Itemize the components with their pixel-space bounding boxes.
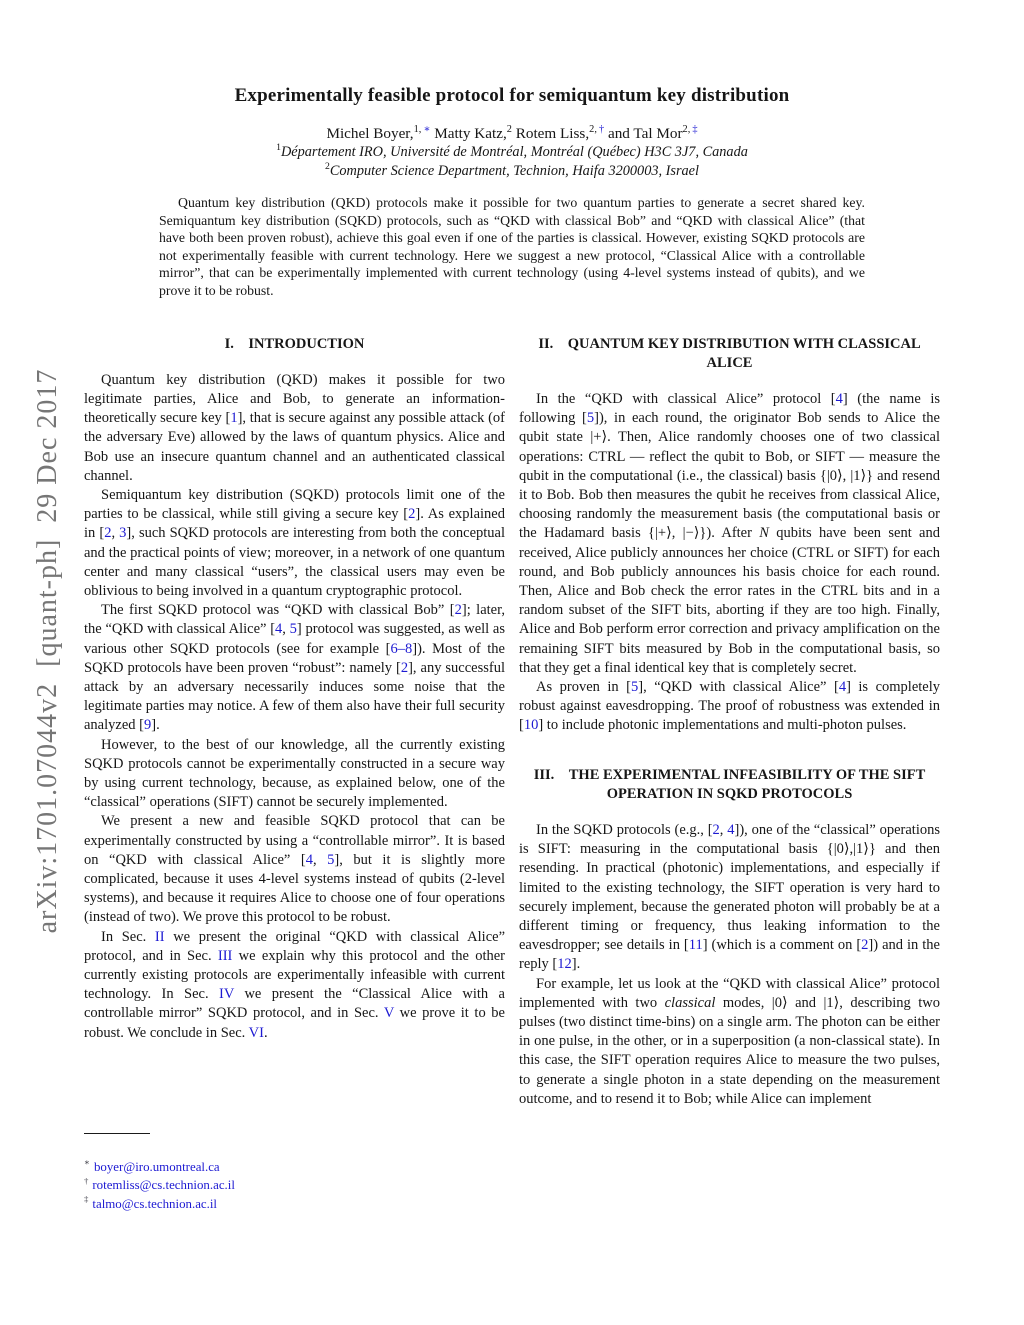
text-run: 1,	[413, 123, 424, 135]
footnote-email-3	[84, 1195, 514, 1214]
ref-link[interactable]: 2	[454, 602, 462, 619]
paragraph	[84, 812, 505, 927]
paragraph	[84, 486, 505, 601]
paragraph	[519, 821, 940, 975]
text-run: 1	[276, 142, 281, 154]
text-run: Quantum key distribution (QKD) makes it possible for two legitimate parties, Alice and Bob, to generate an information-theoretically secure key [	[84, 371, 505, 427]
ref-link[interactable]: 5	[586, 410, 595, 427]
ref-link[interactable]: †	[598, 123, 605, 135]
text-run: and Tal Mor	[604, 125, 683, 142]
text-run: we prove it to be robust. We conclude in Sec.	[84, 1005, 505, 1041]
footnote-email-1	[84, 1158, 514, 1177]
text-run: ] (the name is following [	[519, 390, 940, 427]
right-column	[519, 335, 940, 1110]
text-run: ] (which is a comment on [	[702, 937, 862, 954]
text-run: ,	[312, 851, 328, 868]
text-run: 2,	[682, 123, 693, 135]
ref-link[interactable]: 5	[327, 851, 335, 868]
ref-link[interactable]: 2	[861, 937, 869, 954]
email-link[interactable]: boyer@iro.umontreal.ca	[93, 1159, 220, 1174]
text-run: 2	[324, 161, 330, 173]
text-run: ].	[151, 717, 160, 734]
text-run: ,	[111, 525, 120, 542]
text-run: We present a new and feasible SQKD protocol that can be experimentally constructed by using a “controllable mirror”. It is based on “QKD with classical Alice” [	[84, 813, 505, 868]
footnote-rule	[84, 1133, 150, 1134]
author-line	[0, 125, 1024, 143]
ref-link[interactable]: 9	[143, 717, 152, 734]
text-run: In the “QKD with classical Alice” protocol [	[536, 390, 836, 407]
text-run: ]), in each round, the originator Bob sends to Alice the qubit state |+⟩. Then, Alice randomly chooses one of two classical operations: CTRL — reflect the qubit to Bob, or SIFT — measure the qubit in the computational (i.e., the classical) basis {|0⟩, |1⟩} and resend it to Bob. Bob then measures the qubit he receives from classical Alice, choosing randomly the measurement basis (the computational basis or the Hadamard basis {|+⟩, |−⟩}). After	[519, 410, 940, 542]
ref-link[interactable]: 1	[230, 410, 238, 427]
abstract: Quantum key distribution (QKD) protocols make it possible for two quantum parties to generate a secret shared key. Semiquantum key distribution (SQKD) protocols, such as “QKD with classical Bob” and “QKD with classical Alice” (that have both been proven robust), achieve this goal even if one of the parties is classical. However, existing SQKD protocols are not experimentally feasible with current technology. Here we suggest a new protocol, “Classical Alice with a controllable mirror”, that can be experimentally implemented with current technology (using 4-level systems instead of qubits), and we prove it to be robust.	[159, 195, 865, 298]
text-run: .	[263, 1024, 268, 1041]
text-run: ]; later, the “QKD with classical Alice” [	[84, 602, 505, 638]
left-column	[84, 335, 505, 1110]
ref-link[interactable]: ‡	[692, 123, 698, 135]
text-run: Semiquantum key distribution (SQKD) protocols limit one of the parties to be classical, while still giving a secure key [	[84, 486, 505, 523]
ref-link[interactable]: III	[217, 947, 233, 964]
text-run: we present the “Classical Alice with a controllable mirror” SQKD protocol, and in Sec.	[84, 986, 505, 1022]
ref-link[interactable]: 2	[712, 822, 720, 839]
text-run: In the SQKD protocols (e.g., [	[536, 822, 713, 839]
text-run: The first SQKD protocol was “QKD with classical Bob” [	[101, 602, 455, 619]
text-run: ,	[282, 621, 290, 638]
ref-link[interactable]: 4	[838, 679, 847, 696]
email-link[interactable]: talmo@cs.technion.ac.il	[92, 1196, 218, 1211]
text-run: ], but it is slightly more complicated, because it uses 4-level systems instead of qubits (2-level systems), and because it requires Alice to choose one of four operations (instead of two). We prove this protocol to be robust.	[84, 851, 506, 926]
ref-link[interactable]: 10	[523, 717, 539, 734]
text-run: Matty Katz,	[430, 125, 507, 142]
paragraph	[84, 736, 505, 813]
ref-link[interactable]: 4	[305, 851, 313, 868]
text-run: ]). Most of the SQKD protocols have been proven “robust”: namely [	[84, 640, 505, 676]
text-run: Michel Boyer,	[326, 125, 414, 142]
text-run: 2	[506, 123, 512, 135]
section-heading-introduction: I. INTRODUCTION	[224, 335, 365, 352]
text-run: we present the original “QKD with classical Alice” protocol, and in Sec.	[84, 928, 506, 964]
paragraph	[84, 928, 505, 1043]
affiliation-2	[0, 162, 1024, 181]
paper-header	[0, 0, 1024, 300]
text-run: modes, |0⟩ and |1⟩, describing two pulses (two distinct time-bins) on a single arm. The photon can be either in one pulse, in the other, or in a superposition (a non-classical state). In this case, the SIFT operation requires Alice to measure the two pulses, to generate a single photon in a state depending on the measurement outcome, and to resend it to Bob; while Alice can implement	[519, 994, 940, 1107]
text-run: As proven in [	[536, 679, 631, 696]
text-run: ]) and in the reply [	[519, 937, 940, 973]
section-heading-sift-infeasibility: III. THE EXPERIMENTAL INFEASIBILITY OF THE SIFT OPERATION IN SQKD PROTOCOLS	[533, 766, 926, 802]
footnote-symbol: ‡	[84, 1194, 89, 1205]
text-run: ], that is secure against any possible attack (of the adversary Eve) allowed by the laws of quantum physics. Alice and Bob use an insecure quantum channel and an authenticated classical channel.	[84, 410, 505, 484]
footnotes	[84, 1133, 514, 1214]
text-run: In Sec.	[101, 928, 155, 945]
affiliations	[0, 143, 1024, 181]
ref-link[interactable]: 2	[104, 525, 112, 542]
footnote-email-2	[84, 1176, 514, 1195]
section-heading-qkd-classical-alice: II. QUANTUM KEY DISTRIBUTION WITH CLASSICAL ALICE	[538, 335, 921, 371]
ref-link[interactable]: IV	[218, 986, 235, 1003]
text-run: Computer Science Department, Technion, Haifa 3200003, Israel	[329, 163, 700, 179]
text-run: Rotem Liss,	[511, 125, 590, 142]
text-run: ], any successful attack by an adversary necessarily induces some noise that the legitimate parties may notice. A few of them also have their full security analyzed [	[84, 659, 505, 734]
text-run: ], such SQKD protocols are interesting from both the conceptual and the practical points of view; moreover, in a network of one quantum center and many classical “users”, the classical users may even be oblivious to being involved in a quantum cryptographic protocol.	[84, 525, 506, 599]
text-run: ,	[719, 822, 728, 839]
paragraph	[519, 390, 940, 678]
text-run: classical	[664, 994, 716, 1011]
ref-link[interactable]: 12	[557, 956, 572, 973]
ref-link[interactable]: 5	[289, 621, 297, 638]
footnote-symbol: †	[84, 1175, 89, 1186]
text-run: ], “QKD with classical Alice” [	[638, 679, 839, 696]
affiliation-1	[0, 143, 1024, 162]
ref-link[interactable]: 3	[119, 525, 127, 542]
email-link[interactable]: rotemliss@cs.technion.ac.il	[92, 1178, 235, 1192]
text-run: ]. As explained in [	[84, 506, 505, 542]
text-run: ]), one of the “classical” operations is SIFT: measuring in the computational basis {|0⟩,|1⟩} and then resending. In practical (photonic) implementations, and especially if limited to the existing technology, the SIFT operation is very hard to securely implement, because the generated photon will probably be at a different timing or frequency, thus leaking information to the eavesdropper; see details in [	[519, 822, 940, 954]
paragraph	[519, 678, 940, 736]
arxiv-watermark: arXiv:1701.07044v2 [quant-ph] 29 Dec 2017	[32, 368, 63, 934]
text-run: However, to the best of our knowledge, all the currently existing SQKD protocols cannot be experimentally constructed in a secure way by using current technology, because, as explained below, one of the “classical” operations (SIFT) cannot be securely implemented.	[84, 736, 505, 811]
ref-link[interactable]: VI	[248, 1024, 264, 1041]
paragraph	[84, 371, 505, 486]
ref-link[interactable]: II	[154, 928, 165, 945]
ref-link[interactable]: 11	[688, 937, 703, 954]
ref-link[interactable]: 4	[727, 822, 735, 839]
text-run: we explain why this protocol and the other currently existing protocols are experimentally infeasible with current technology. In Sec.	[84, 947, 505, 1003]
text-run: ].	[571, 956, 581, 973]
ref-link[interactable]: V	[383, 1005, 395, 1022]
ref-link[interactable]: 4	[275, 621, 283, 638]
text-run: ] to include photonic implementations and multi-photon pulses.	[538, 717, 907, 734]
ref-link[interactable]: 2	[408, 506, 416, 523]
two-column-body	[0, 335, 1024, 1110]
ref-link[interactable]: 2	[400, 659, 409, 676]
ref-link[interactable]: 6–8	[390, 640, 413, 657]
text-run: qubits have been sent and received, Alice publicly announces her choice (CTRL or SIFT) for each round, and Bob publicly announces his basis choice for each round. Then, Alice and Bob check the error rates in the CTRL bits and in a random subset of the SIFT bits, aborting if they are too high. Finally, Alice and Bob perform error correction and privacy amplification on the remaining SIFT bits measured by Bob in the computational basis, so that they get a final identical key that is completely secret.	[519, 525, 940, 676]
paper-title: Experimentally feasible protocol for semiquantum key distribution	[234, 85, 790, 106]
text-run: 2,	[589, 123, 599, 135]
ref-link[interactable]: 5	[631, 679, 639, 696]
footnote-symbol: ∗	[84, 1157, 90, 1168]
ref-link[interactable]: 4	[835, 390, 843, 407]
text-run: For example, let us look at the “QKD with classical Alice” protocol implemented with two	[519, 975, 940, 1011]
ref-link[interactable]: ∗	[423, 123, 431, 135]
paragraph	[519, 975, 940, 1109]
text-run: ] protocol was suggested, as well as various other SQKD protocols (see for example [	[84, 621, 506, 657]
text-run: N	[759, 525, 769, 542]
text-run: Département IRO, Université de Montréal, Montréal (Québec) H3C 3J7, Canada	[280, 144, 748, 160]
paragraph	[84, 601, 505, 735]
text-run: ] is completely robust against eavesdropping. The proof of robustness was extended in [	[519, 679, 941, 734]
